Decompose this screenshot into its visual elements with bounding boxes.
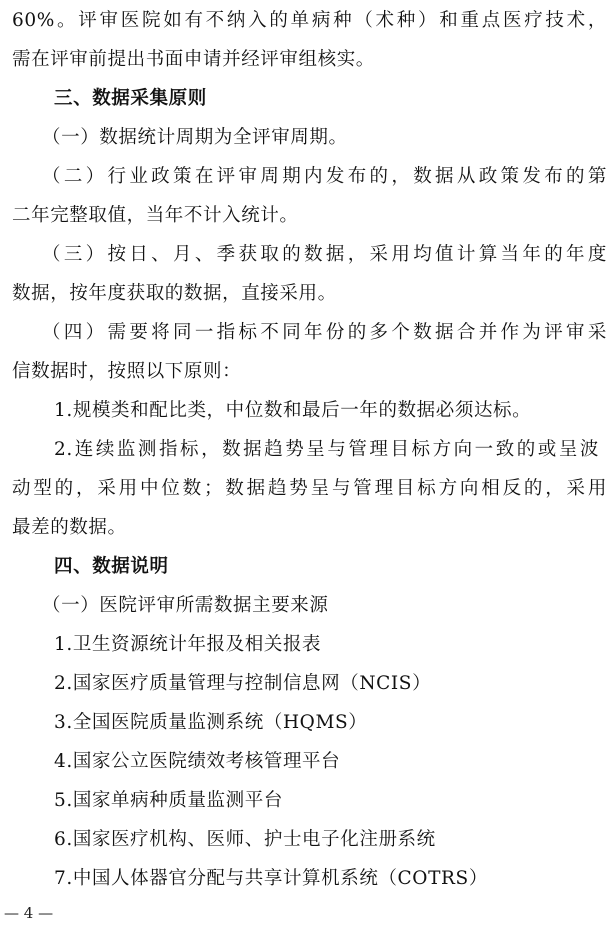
text-line-6: 二年完整取值，当年不计入统计。 <box>12 205 299 226</box>
text-line-4: （一）数据统计周期为全评审周期。 <box>42 127 348 148</box>
text-line-16: （一）医院评审所需数据主要来源 <box>42 595 329 616</box>
list-item-19: 3.全国医院质量监测系统（HQMS） <box>54 712 368 733</box>
text-line-11: 1.规模类和配比类，中位数和最后一年的数据必须达标。 <box>54 400 532 421</box>
list-item-21: 5.国家单病种质量监测平台 <box>54 790 283 811</box>
text-line-13: 动型的，采用中位数；数据趋势呈与管理目标方向相反的，采用 <box>12 478 607 499</box>
text-line-1: 60%。评审医院如有不纳入的单病种（术种）和重点医疗技术， <box>12 10 607 31</box>
text-line-2: 需在评审前提出书面申请并经评审组核实。 <box>12 49 375 70</box>
text-line-12: 2.连续监测指标，数据趋势呈与管理目标方向一致的或呈波 <box>54 439 599 460</box>
text-line-10: 信数据时，按照以下原则： <box>12 361 242 382</box>
list-item-22: 6.国家医疗机构、医师、护士电子化注册系统 <box>54 829 436 850</box>
text-line-14: 最差的数据。 <box>12 517 127 538</box>
page-number: — 4 — <box>4 904 54 922</box>
list-item-23: 7.中国人体器官分配与共享计算机系统（COTRS） <box>54 868 488 889</box>
list-item-20: 4.国家公立医院绩效考核管理平台 <box>54 751 341 772</box>
list-item-17: 1.卫生资源统计年报及相关报表 <box>54 634 322 655</box>
text-line-5: （二）行业政策在评审周期内发布的，数据从政策发布的第 <box>42 166 607 187</box>
text-line-8: 数据，按年度获取的数据，直接采用。 <box>12 283 337 304</box>
section-heading-15: 四、数据说明 <box>54 556 169 577</box>
text-line-7: （三）按日、月、季获取的数据，采用均值计算当年的年度 <box>42 244 607 265</box>
text-line-9: （四）需要将同一指标不同年份的多个数据合并作为评审采 <box>42 322 607 343</box>
section-heading-3: 三、数据采集原则 <box>54 88 207 109</box>
list-item-18: 2.国家医疗质量管理与控制信息网（NCIS） <box>54 673 432 694</box>
